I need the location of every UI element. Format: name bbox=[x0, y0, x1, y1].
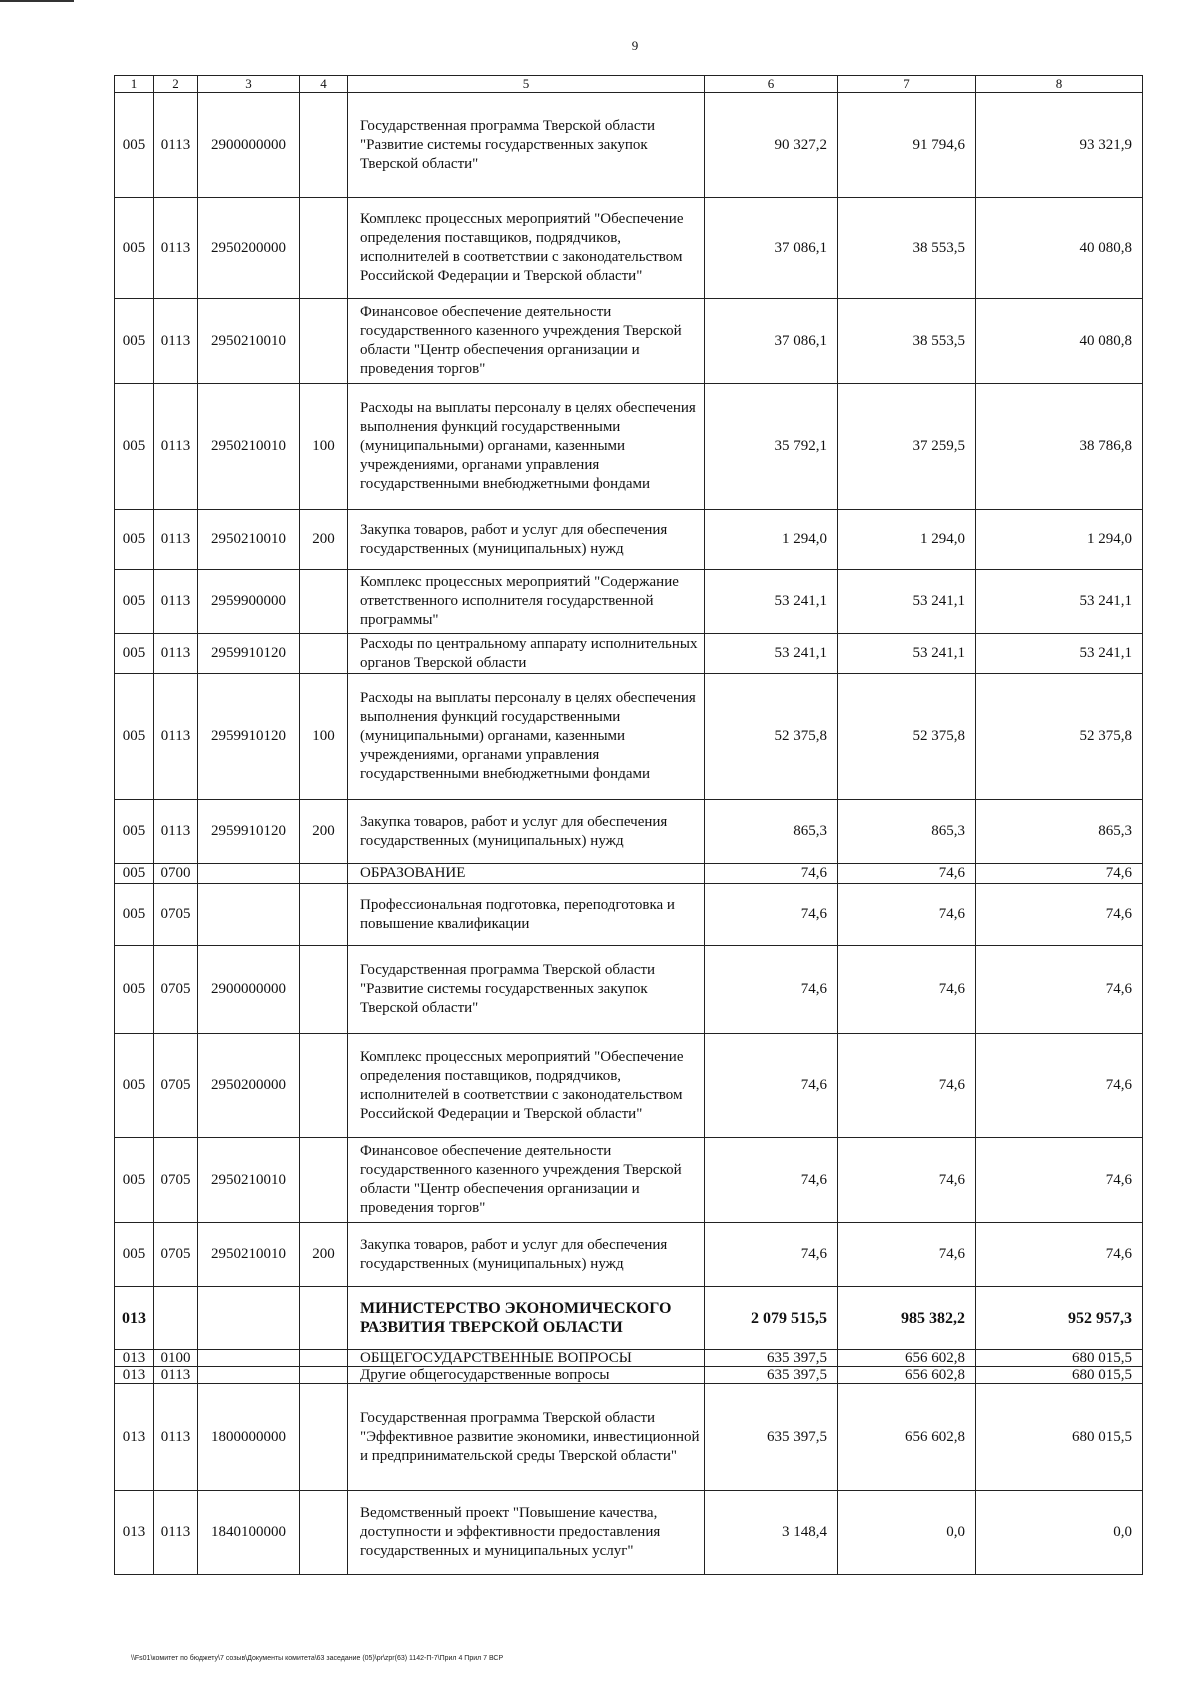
amount-year1-cell: 53 241,1 bbox=[705, 634, 838, 674]
column-header-3: 3 bbox=[198, 76, 300, 93]
column-header-6: 6 bbox=[705, 76, 838, 93]
amount-year1-cell: 90 327,2 bbox=[705, 93, 838, 198]
target-article-cell: 1800000000 bbox=[198, 1384, 300, 1491]
expense-type-cell bbox=[300, 1367, 348, 1384]
target-article-cell: 2900000000 bbox=[198, 946, 300, 1034]
table-row bbox=[115, 1384, 1143, 1491]
item-name-cell: Расходы на выплаты персоналу в целях обеспечения выполнения функций государственными (муниципальными) органами, казенными учреждениями, органами управления государственными внебюджетными фондами bbox=[348, 384, 705, 510]
expense-type-cell bbox=[300, 1384, 348, 1491]
amount-year1-cell: 74,6 bbox=[705, 884, 838, 946]
expense-type-cell bbox=[300, 93, 348, 198]
admin-code-cell: 013 bbox=[115, 1287, 154, 1350]
amount-year1-cell: 1 294,0 bbox=[705, 510, 838, 570]
expense-type-cell bbox=[300, 1034, 348, 1138]
item-name-cell: Закупка товаров, работ и услуг для обеспечения государственных (муниципальных) нужд bbox=[348, 800, 705, 864]
table-row bbox=[115, 198, 1143, 299]
item-name-cell: Закупка товаров, работ и услуг для обеспечения государственных (муниципальных) нужд bbox=[348, 1223, 705, 1287]
amount-year1-cell: 74,6 bbox=[705, 1034, 838, 1138]
admin-code-cell: 005 bbox=[115, 1034, 154, 1138]
item-name-cell: ОБРАЗОВАНИЕ bbox=[348, 864, 705, 884]
amount-year2-cell: 985 382,2 bbox=[838, 1287, 976, 1350]
amount-year2-cell: 74,6 bbox=[838, 1138, 976, 1223]
amount-year3-cell: 1 294,0 bbox=[976, 510, 1143, 570]
item-name-cell: Другие общегосударственные вопросы bbox=[348, 1367, 705, 1384]
amount-year2-cell: 38 553,5 bbox=[838, 299, 976, 384]
target-article-cell: 2959900000 bbox=[198, 570, 300, 634]
section-code-cell: 0113 bbox=[154, 1367, 198, 1384]
section-code-cell: 0705 bbox=[154, 1034, 198, 1138]
column-header-5: 5 bbox=[348, 76, 705, 93]
amount-year1-cell: 635 397,5 bbox=[705, 1350, 838, 1367]
column-header-7: 7 bbox=[838, 76, 976, 93]
amount-year3-cell: 74,6 bbox=[976, 1223, 1143, 1287]
admin-code-cell: 005 bbox=[115, 384, 154, 510]
table-row bbox=[115, 674, 1143, 800]
amount-year2-cell: 53 241,1 bbox=[838, 570, 976, 634]
expense-type-cell: 200 bbox=[300, 1223, 348, 1287]
amount-year2-cell: 74,6 bbox=[838, 946, 976, 1034]
item-name-cell: Расходы на выплаты персоналу в целях обеспечения выполнения функций государственными (муниципальными) органами, казенными учреждениями, органами управления государственными внебюджетными фондами bbox=[348, 674, 705, 800]
item-name-cell: Комплекс процессных мероприятий "Обеспечение определения поставщиков, подрядчиков, исполнителей в соответствии с законодательством Российской Федерации и Тверской области" bbox=[348, 1034, 705, 1138]
amount-year1-cell: 3 148,4 bbox=[705, 1491, 838, 1575]
column-header-4: 4 bbox=[300, 76, 348, 93]
target-article-cell: 2950210010 bbox=[198, 384, 300, 510]
amount-year3-cell: 74,6 bbox=[976, 1034, 1143, 1138]
amount-year2-cell: 74,6 bbox=[838, 884, 976, 946]
item-name-cell: Государственная программа Тверской области "Развитие системы государственных закупок Тверской области" bbox=[348, 93, 705, 198]
expense-type-cell bbox=[300, 1491, 348, 1575]
section-code-cell: 0705 bbox=[154, 884, 198, 946]
amount-year3-cell: 952 957,3 bbox=[976, 1287, 1143, 1350]
expense-type-cell: 100 bbox=[300, 384, 348, 510]
expense-type-cell: 200 bbox=[300, 800, 348, 864]
column-header-1: 1 bbox=[115, 76, 154, 93]
table-row bbox=[115, 1034, 1143, 1138]
section-code-cell: 0113 bbox=[154, 570, 198, 634]
amount-year2-cell: 53 241,1 bbox=[838, 634, 976, 674]
item-name-cell: Закупка товаров, работ и услуг для обеспечения государственных (муниципальных) нужд bbox=[348, 510, 705, 570]
target-article-cell bbox=[198, 864, 300, 884]
section-code-cell: 0700 bbox=[154, 864, 198, 884]
table-row bbox=[115, 1223, 1143, 1287]
section-code-cell bbox=[154, 1287, 198, 1350]
amount-year2-cell: 74,6 bbox=[838, 1034, 976, 1138]
amount-year2-cell: 91 794,6 bbox=[838, 93, 976, 198]
item-name-cell: Расходы по центральному аппарату исполнительных органов Тверской области bbox=[348, 634, 705, 674]
target-article-cell: 2959910120 bbox=[198, 800, 300, 864]
admin-code-cell: 005 bbox=[115, 800, 154, 864]
item-name-cell: Комплекс процессных мероприятий "Содержание ответственного исполнителя государственной программы" bbox=[348, 570, 705, 634]
table-row bbox=[115, 93, 1143, 198]
item-name-cell: Финансовое обеспечение деятельности государственного казенного учреждения Тверской области "Центр обеспечения организации и проведения торгов" bbox=[348, 1138, 705, 1223]
expense-type-cell bbox=[300, 864, 348, 884]
amount-year3-cell: 40 080,8 bbox=[976, 299, 1143, 384]
amount-year1-cell: 865,3 bbox=[705, 800, 838, 864]
admin-code-cell: 005 bbox=[115, 946, 154, 1034]
admin-code-cell: 005 bbox=[115, 93, 154, 198]
amount-year1-cell: 74,6 bbox=[705, 946, 838, 1034]
section-code-cell: 0113 bbox=[154, 198, 198, 299]
admin-code-cell: 013 bbox=[115, 1491, 154, 1575]
admin-code-cell: 005 bbox=[115, 510, 154, 570]
item-name-cell: Государственная программа Тверской области "Эффективное развитие экономики, инвестиционной и предпринимательской среды Тверской области" bbox=[348, 1384, 705, 1491]
expense-type-cell bbox=[300, 1287, 348, 1350]
table-row bbox=[115, 634, 1143, 674]
amount-year3-cell: 865,3 bbox=[976, 800, 1143, 864]
table-row bbox=[115, 384, 1143, 510]
admin-code-cell: 013 bbox=[115, 1384, 154, 1491]
expense-type-cell bbox=[300, 634, 348, 674]
amount-year2-cell: 656 602,8 bbox=[838, 1367, 976, 1384]
item-name-cell: Профессиональная подготовка, переподготовка и повышение квалификации bbox=[348, 884, 705, 946]
section-code-cell: 0705 bbox=[154, 1223, 198, 1287]
target-article-cell: 2900000000 bbox=[198, 93, 300, 198]
amount-year3-cell: 38 786,8 bbox=[976, 384, 1143, 510]
expense-type-cell bbox=[300, 299, 348, 384]
section-code-cell: 0113 bbox=[154, 634, 198, 674]
amount-year3-cell: 40 080,8 bbox=[976, 198, 1143, 299]
amount-year1-cell: 635 397,5 bbox=[705, 1384, 838, 1491]
table-row bbox=[115, 1287, 1143, 1350]
table-body bbox=[115, 93, 1143, 1575]
amount-year2-cell: 865,3 bbox=[838, 800, 976, 864]
table-row bbox=[115, 800, 1143, 864]
target-article-cell: 1840100000 bbox=[198, 1491, 300, 1575]
amount-year1-cell: 52 375,8 bbox=[705, 674, 838, 800]
amount-year1-cell: 74,6 bbox=[705, 864, 838, 884]
amount-year1-cell: 37 086,1 bbox=[705, 299, 838, 384]
table-row bbox=[115, 1350, 1143, 1367]
amount-year2-cell: 74,6 bbox=[838, 864, 976, 884]
section-code-cell: 0113 bbox=[154, 800, 198, 864]
admin-code-cell: 005 bbox=[115, 1138, 154, 1223]
item-name-cell: Ведомственный проект "Повышение качества, доступности и эффективности предоставления государственных и муниципальных услуг" bbox=[348, 1491, 705, 1575]
target-article-cell: 2959910120 bbox=[198, 674, 300, 800]
table-row bbox=[115, 946, 1143, 1034]
amount-year3-cell: 680 015,5 bbox=[976, 1350, 1143, 1367]
admin-code-cell: 005 bbox=[115, 884, 154, 946]
amount-year2-cell: 74,6 bbox=[838, 1223, 976, 1287]
table-row bbox=[115, 1367, 1143, 1384]
table-row bbox=[115, 1138, 1143, 1223]
admin-code-cell: 013 bbox=[115, 1350, 154, 1367]
amount-year3-cell: 53 241,1 bbox=[976, 570, 1143, 634]
admin-code-cell: 005 bbox=[115, 299, 154, 384]
column-header-8: 8 bbox=[976, 76, 1143, 93]
section-code-cell: 0113 bbox=[154, 1384, 198, 1491]
target-article-cell bbox=[198, 884, 300, 946]
amount-year2-cell: 1 294,0 bbox=[838, 510, 976, 570]
amount-year2-cell: 38 553,5 bbox=[838, 198, 976, 299]
section-code-cell: 0705 bbox=[154, 946, 198, 1034]
table-row bbox=[115, 570, 1143, 634]
budget-table-wrapper bbox=[114, 75, 1142, 1575]
expense-type-cell bbox=[300, 570, 348, 634]
amount-year3-cell: 0,0 bbox=[976, 1491, 1143, 1575]
section-code-cell: 0113 bbox=[154, 299, 198, 384]
scan-edge-line bbox=[0, 0, 74, 2]
amount-year2-cell: 656 602,8 bbox=[838, 1384, 976, 1491]
table-row bbox=[115, 1491, 1143, 1575]
expense-type-cell: 200 bbox=[300, 510, 348, 570]
amount-year3-cell: 74,6 bbox=[976, 946, 1143, 1034]
target-article-cell: 2950200000 bbox=[198, 1034, 300, 1138]
column-header-2: 2 bbox=[154, 76, 198, 93]
expense-type-cell bbox=[300, 1138, 348, 1223]
section-code-cell: 0113 bbox=[154, 510, 198, 570]
amount-year1-cell: 2 079 515,5 bbox=[705, 1287, 838, 1350]
item-name-cell: МИНИСТЕРСТВО ЭКОНОМИЧЕСКОГО РАЗВИТИЯ ТВЕРСКОЙ ОБЛАСТИ bbox=[348, 1287, 705, 1350]
table-row bbox=[115, 864, 1143, 884]
target-article-cell: 2950210010 bbox=[198, 1223, 300, 1287]
amount-year3-cell: 74,6 bbox=[976, 1138, 1143, 1223]
target-article-cell: 2950210010 bbox=[198, 1138, 300, 1223]
amount-year2-cell: 52 375,8 bbox=[838, 674, 976, 800]
expense-type-cell bbox=[300, 1350, 348, 1367]
amount-year2-cell: 656 602,8 bbox=[838, 1350, 976, 1367]
admin-code-cell: 005 bbox=[115, 634, 154, 674]
section-code-cell: 0100 bbox=[154, 1350, 198, 1367]
page-number: 9 bbox=[631, 38, 639, 53]
target-article-cell bbox=[198, 1350, 300, 1367]
amount-year2-cell: 37 259,5 bbox=[838, 384, 976, 510]
amount-year1-cell: 37 086,1 bbox=[705, 198, 838, 299]
budget-table bbox=[114, 75, 1143, 1575]
amount-year3-cell: 53 241,1 bbox=[976, 634, 1143, 674]
section-code-cell: 0705 bbox=[154, 1138, 198, 1223]
admin-code-cell: 005 bbox=[115, 198, 154, 299]
target-article-cell: 2950210010 bbox=[198, 510, 300, 570]
admin-code-cell: 005 bbox=[115, 674, 154, 800]
admin-code-cell: 013 bbox=[115, 1367, 154, 1384]
footer-file-path: \\Fs01\комитет по бюджету\7 созыв\Документы комитета\63 заседание (05)\pr\zpr(63) 1142-П-7\Прил 4 Прил 7 ВСР bbox=[131, 1655, 504, 1662]
amount-year1-cell: 35 792,1 bbox=[705, 384, 838, 510]
amount-year3-cell: 680 015,5 bbox=[976, 1367, 1143, 1384]
item-name-cell: Комплекс процессных мероприятий "Обеспечение определения поставщиков, подрядчиков, исполнителей в соответствии с законодательством Российской Федерации и Тверской области" bbox=[348, 198, 705, 299]
table-row bbox=[115, 884, 1143, 946]
admin-code-cell: 005 bbox=[115, 570, 154, 634]
item-name-cell: Финансовое обеспечение деятельности государственного казенного учреждения Тверской области "Центр обеспечения организации и проведения торгов" bbox=[348, 299, 705, 384]
expense-type-cell bbox=[300, 198, 348, 299]
amount-year1-cell: 74,6 bbox=[705, 1138, 838, 1223]
target-article-cell bbox=[198, 1287, 300, 1350]
amount-year1-cell: 74,6 bbox=[705, 1223, 838, 1287]
expense-type-cell bbox=[300, 946, 348, 1034]
header-row bbox=[115, 76, 1143, 93]
target-article-cell: 2959910120 bbox=[198, 634, 300, 674]
amount-year2-cell: 0,0 bbox=[838, 1491, 976, 1575]
section-code-cell: 0113 bbox=[154, 674, 198, 800]
amount-year1-cell: 53 241,1 bbox=[705, 570, 838, 634]
section-code-cell: 0113 bbox=[154, 93, 198, 198]
amount-year3-cell: 93 321,9 bbox=[976, 93, 1143, 198]
target-article-cell: 2950210010 bbox=[198, 299, 300, 384]
target-article-cell: 2950200000 bbox=[198, 198, 300, 299]
table-row bbox=[115, 299, 1143, 384]
amount-year3-cell: 680 015,5 bbox=[976, 1384, 1143, 1491]
section-code-cell: 0113 bbox=[154, 384, 198, 510]
amount-year1-cell: 635 397,5 bbox=[705, 1367, 838, 1384]
item-name-cell: Государственная программа Тверской области "Развитие системы государственных закупок Тверской области" bbox=[348, 946, 705, 1034]
admin-code-cell: 005 bbox=[115, 1223, 154, 1287]
expense-type-cell: 100 bbox=[300, 674, 348, 800]
admin-code-cell: 005 bbox=[115, 864, 154, 884]
amount-year3-cell: 74,6 bbox=[976, 864, 1143, 884]
amount-year3-cell: 52 375,8 bbox=[976, 674, 1143, 800]
expense-type-cell bbox=[300, 884, 348, 946]
section-code-cell: 0113 bbox=[154, 1491, 198, 1575]
item-name-cell: ОБЩЕГОСУДАРСТВЕННЫЕ ВОПРОСЫ bbox=[348, 1350, 705, 1367]
amount-year3-cell: 74,6 bbox=[976, 884, 1143, 946]
target-article-cell bbox=[198, 1367, 300, 1384]
table-row bbox=[115, 510, 1143, 570]
